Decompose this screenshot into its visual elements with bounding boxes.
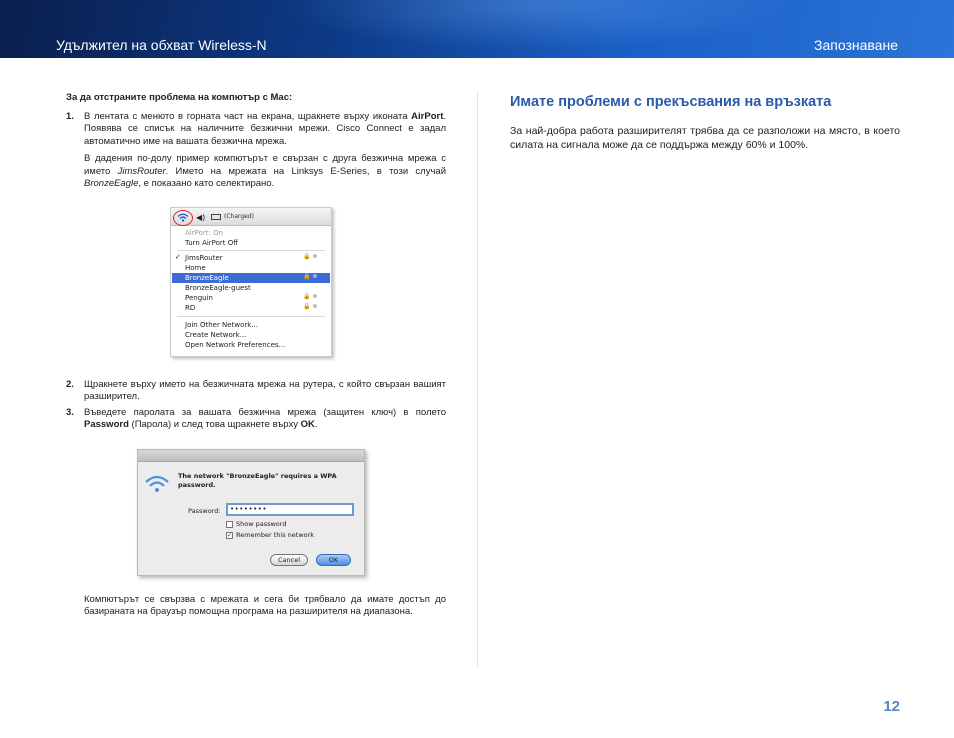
airport-status: AirPort: On	[185, 229, 224, 237]
cancel-button[interactable]: Cancel	[270, 554, 308, 566]
wifi-icon	[177, 213, 189, 222]
column-divider	[477, 92, 478, 667]
section-text: За най-добра работа разширителят трябва да се разположи на място, в което силата на сигнала може да се поддържа между 60% и 100%.	[510, 125, 900, 151]
remember-network-option[interactable]: ✓ Remember this network	[227, 531, 315, 539]
page-number: 12	[883, 698, 900, 715]
procedure-lead: За да отстраните проблема на компютър с Mac:	[66, 92, 293, 103]
result-paragraph: Компютърът се свързва с мрежата и сега би трябвало да имате достъп до базираната на браузър помощна програма на разширителя на диапазона.	[84, 593, 446, 617]
example-paragraph: В дадения по-долу пример компютърът е свързан с друга безжична мрежа с името JimsRouter. Името на мрежата на Linksys E-Series, в този случай BronzeEagle, е показано като селектирано.	[84, 153, 446, 189]
speaker-icon: ◀)	[196, 213, 206, 222]
menu-separator	[177, 316, 325, 317]
right-column	[510, 94, 900, 152]
menu-separator	[177, 250, 325, 251]
network-item-home[interactable]: Home	[185, 264, 206, 272]
step-number: 1.	[66, 110, 74, 122]
dialog-message: The network "BronzeEagle" requires a WPA password.	[178, 472, 337, 489]
menu-bar	[171, 208, 331, 226]
show-password-option[interactable]: Show password	[226, 520, 286, 529]
airport-menu-screenshot	[170, 207, 332, 357]
battery-status: (Charged)	[224, 213, 255, 220]
document-title: Удължител на обхват Wireless-N	[56, 37, 267, 53]
battery-icon	[211, 214, 221, 220]
network-item-bronzeeagle[interactable]: BronzeEagle	[185, 274, 229, 282]
ok-button[interactable]: OK	[316, 554, 351, 566]
network-item-bronzeeagle-guest[interactable]: BronzeEagle-guest	[185, 284, 251, 292]
lock-icon: 🔒 ≋	[303, 293, 318, 300]
lock-icon: 🔒 ≋	[303, 303, 318, 310]
step-1: 1. В лентата с менюто в горната част на екрана, щракнете върху иконата AirPort. Появява се списък на наличните безжични мрежи. Cisco Connect е задал автоматично име на вашата безжична мрежа.	[66, 110, 447, 147]
airport-term: AirPort	[411, 110, 444, 122]
menu-item-create-network[interactable]: Create Network...	[185, 331, 247, 339]
menu-item-open-preferences[interactable]: Open Network Preferences...	[185, 341, 286, 349]
menu-item-turn-off[interactable]: Turn AirPort Off	[185, 239, 239, 247]
dialog-title-bar	[138, 450, 364, 462]
menu-item-join-other[interactable]: Join Other Network...	[185, 321, 258, 329]
wifi-icon	[144, 474, 170, 494]
password-field[interactable]: ••••••••	[226, 503, 354, 516]
checkmark-icon: ✓	[175, 253, 181, 261]
section-title: Запознаване	[814, 37, 898, 53]
step-2: 2. Щракнете върху името на безжичната мрежа на рутера, с който свързан вашият разширител.	[66, 378, 446, 402]
remember-network-checkbox[interactable]: ✓	[227, 531, 233, 539]
section-heading: Имате проблеми с прекъсвания на връзката	[510, 94, 832, 110]
show-password-checkbox[interactable]	[226, 521, 233, 528]
network-item-jimsrouter[interactable]: JimsRouter	[185, 254, 223, 262]
page-header	[0, 0, 954, 58]
network-item-rd[interactable]: RD	[185, 304, 196, 312]
step-3: 3. Въведете паролата за вашата безжична мрежа (защитен ключ) в полето Password (Парола) и след това щракнете върху OK.	[66, 406, 446, 430]
wpa-password-dialog	[137, 449, 365, 576]
password-label: Password:	[188, 507, 221, 515]
lock-icon: 🔒 ≋	[303, 253, 318, 260]
network-item-penguin[interactable]: Penguin	[185, 294, 213, 302]
lock-icon: 🔒 ≋	[303, 273, 318, 280]
